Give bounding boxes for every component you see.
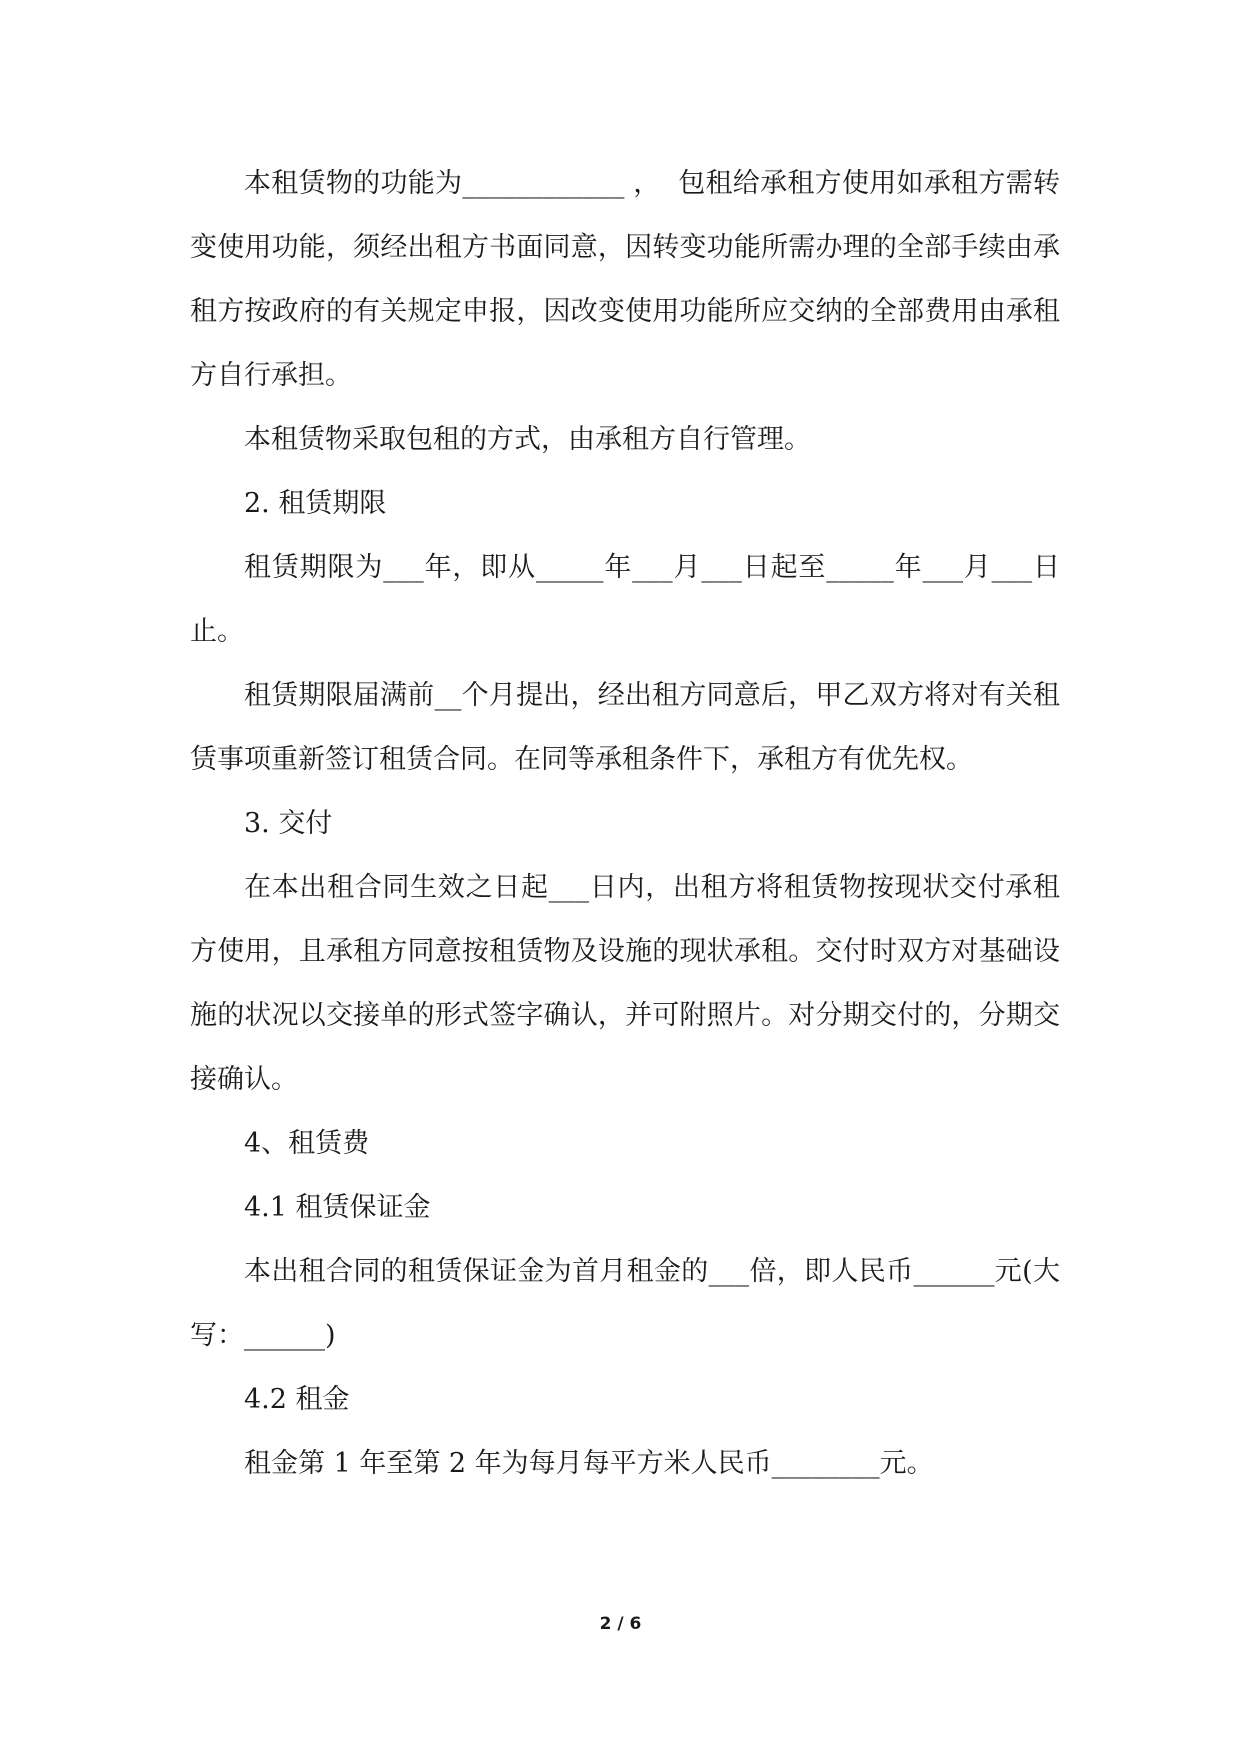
section-heading-delivery: 3. 交付 <box>244 808 333 839</box>
paragraph-renewal: 租赁期限届满前__个月提出，经出租方同意后，甲乙双方将对有关租赁事项重新签订租赁合同。在同等承租条件下，承租方有优先权。 <box>190 680 1060 775</box>
page-number: 2 / 6 <box>599 1614 642 1634</box>
section-heading-lease-term: 2. 租赁期限 <box>244 488 387 519</box>
section-heading-rental-fee: 4、租赁费 <box>244 1128 370 1159</box>
paragraph-function: 本租赁物的功能为____________ ， 包租给承租方使用如承租方需转变使用功能，须经出租方书面同意，因转变功能所需办理的全部手续由承租方按政府的有关规定申报，因改变使用功能所应交纳的全部费用由承租方自行承担。 <box>190 168 1060 391</box>
subsection-heading-rent: 4.2 租金 <box>244 1384 350 1415</box>
paragraph-delivery: 在本出租合同生效之日起___日内，出租方将租赁物按现状交付承租方使用，且承租方同意按租赁物及设施的现状承租。交付时双方对基础设施的状况以交接单的形式签字确认，并可附照片。对分期交付的，分期交接确认。 <box>190 872 1060 1095</box>
subsection-heading-deposit: 4.1 租赁保证金 <box>244 1192 431 1223</box>
document-body <box>190 152 1060 1496</box>
paragraph-lease-term: 租赁期限为___年，即从_____年___月___日起至_____年___月___日止。 <box>190 552 1060 647</box>
paragraph-deposit: 本出租合同的租赁保证金为首月租金的___倍，即人民币______元(大写：______) <box>190 1256 1060 1351</box>
paragraph-rent: 租金第 1 年至第 2 年为每月每平方米人民币________元。 <box>244 1448 934 1479</box>
paragraph-management: 本租赁物采取包租的方式，由承租方自行管理。 <box>244 424 811 455</box>
